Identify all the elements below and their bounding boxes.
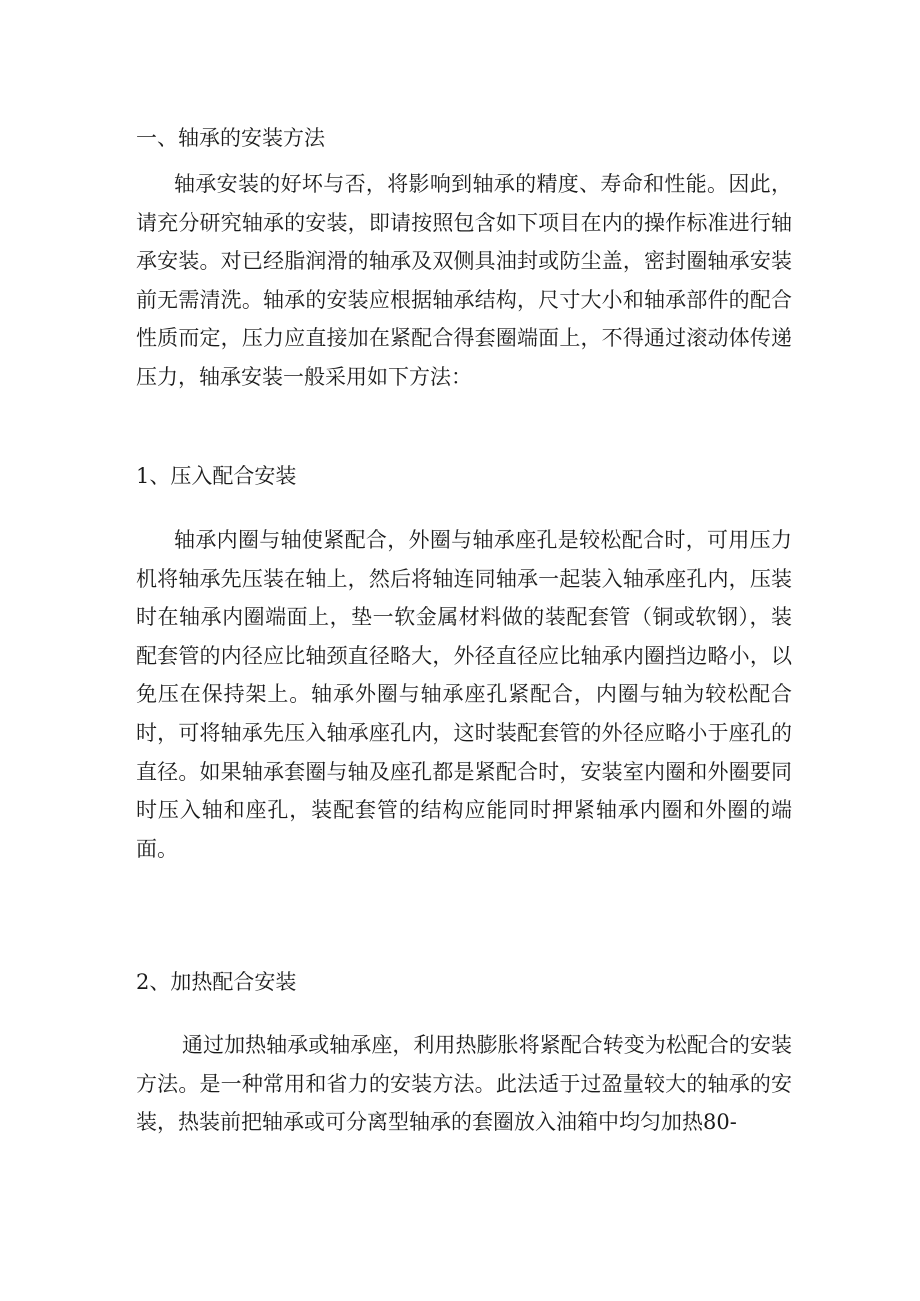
heat-fit-paragraph: 通过加热轴承或轴承座，利用热膨胀将紧配合转变为松配合的安装方法。是一种常用和省力的安装方法。此法适于过盈量较大的轴承的安装，热装前把轴承或可分离型轴承的套圈放入油箱中均匀加热80-: [136, 1033, 792, 1135]
section-heading-press-fit: 1、压入配合安装: [136, 464, 297, 488]
intro-paragraph: 轴承安装的好坏与否，将影响到轴承的精度、寿命和性能。因此，请充分研究轴承的安装，即请按照包含如下项目在内的操作标准进行轴承安装。对已经脂润滑的轴承及双侧具油封或防尘盖，密封圈轴承安装前无需清洗。轴承的安装应根据轴承结构，尺寸大小和轴承部件的配合性质而定，压力应直接加在紧配合得套圈端面上，不得通过滚动体传递压力，轴承安装一般采用如下方法：: [136, 172, 792, 389]
press-fit-paragraph: 轴承内圈与轴使紧配合，外圈与轴承座孔是较松配合时，可用压力机将轴承先压装在轴上，然后将轴连同轴承一起装入轴承座孔内，压装时在轴承内圈端面上，垫一软金属材料做的装配套管（铜或软钢），装配套管的内径应比轴颈直径略大，外径直径应比轴承内圈挡边略小，以免压在保持架上。轴承外圈与轴承座孔紧配合，内圈与轴为较松配合时，可将轴承先压入轴承座孔内，这时装配套管的外径应略小于座孔的直径。如果轴承套圈与轴及座孔都是紧配合时，安装室内圈和外圈要同时压入轴和座孔，装配套管的结构应能同时押紧轴承内圈和外圈的端面。: [136, 528, 792, 861]
section-heading-installation-methods: 一、轴承的安装方法: [136, 126, 325, 150]
section-heading-heat-fit: 2、加热配合安装: [136, 970, 297, 994]
